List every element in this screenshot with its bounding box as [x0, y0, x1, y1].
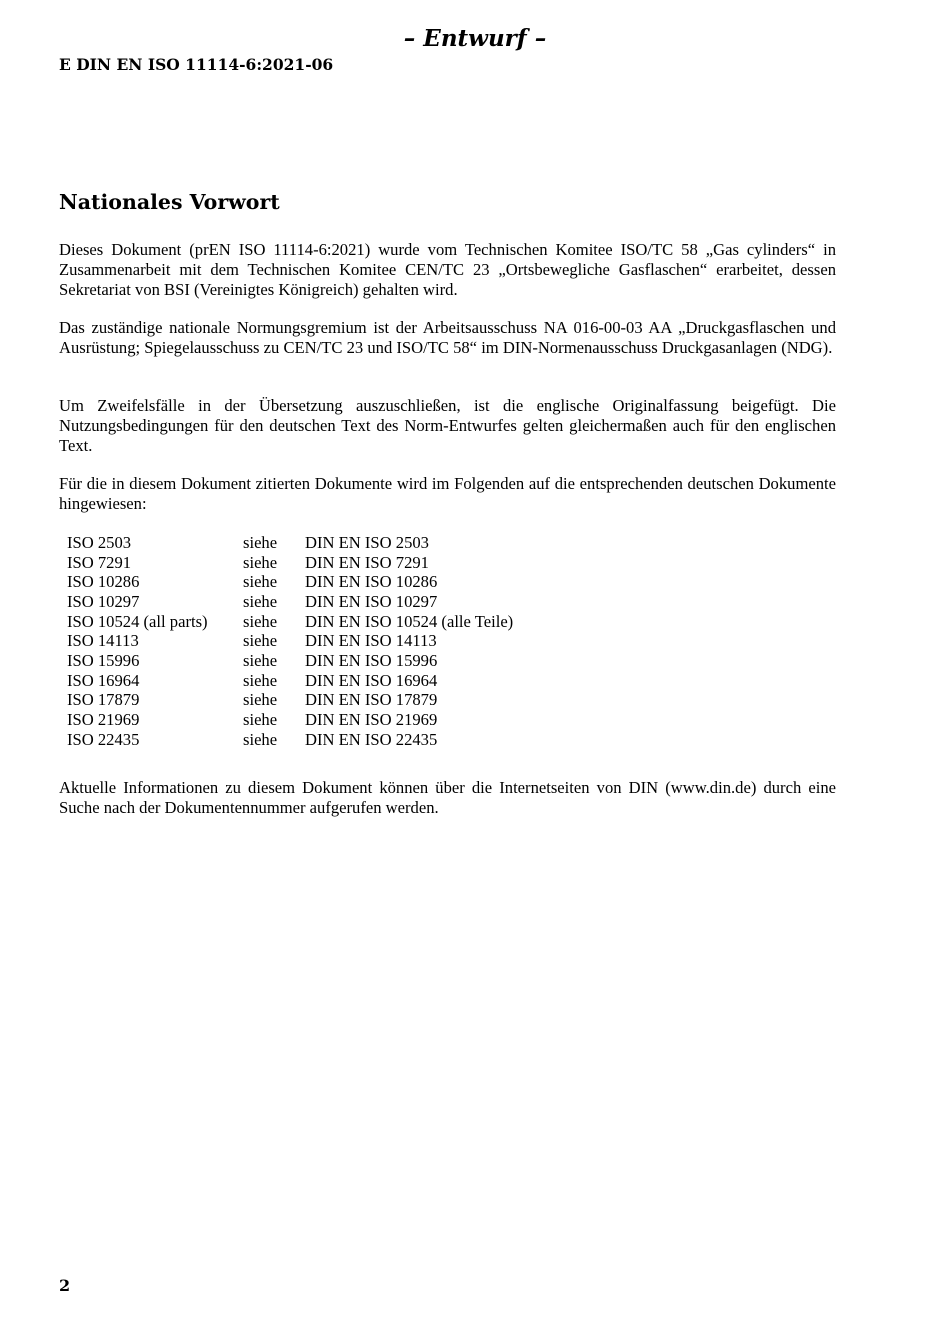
- reference-iso: ISO 15996: [67, 650, 140, 670]
- reference-list: [67, 533, 513, 749]
- reference-row: [67, 631, 513, 651]
- reference-iso: ISO 22435: [67, 729, 140, 749]
- reference-din: DIN EN ISO 17879: [305, 690, 438, 710]
- document-id: E DIN EN ISO 11114-6:2021-06: [59, 55, 334, 74]
- draft-watermark: – Entwurf –: [403, 25, 547, 52]
- reference-din: DIN EN ISO 14113: [305, 631, 437, 651]
- reference-row: [67, 690, 513, 710]
- reference-row: [67, 612, 513, 632]
- reference-din: DIN EN ISO 10524 (alle Teile): [305, 611, 514, 631]
- reference-siehe: siehe: [243, 572, 278, 592]
- reference-row: [67, 671, 513, 691]
- reference-row: [67, 533, 513, 553]
- reference-din: DIN EN ISO 16964: [305, 670, 438, 690]
- reference-row: [67, 572, 513, 592]
- reference-siehe: siehe: [243, 533, 278, 552]
- reference-iso: ISO 7291: [67, 552, 132, 572]
- reference-siehe: siehe: [243, 650, 278, 670]
- reference-iso: ISO 2503: [67, 533, 132, 552]
- paragraph-din-info: Aktuelle Informationen zu diesem Dokument können über die Internetseiten von DIN (www.din.de) durch eine Suche nach der Dokumentennummer aufgerufen werden.: [59, 778, 836, 817]
- page-number: 2: [59, 1276, 71, 1295]
- reference-siehe: siehe: [243, 552, 278, 572]
- reference-din: DIN EN ISO 21969: [305, 709, 438, 729]
- reference-iso: ISO 14113: [67, 631, 139, 651]
- reference-siehe: siehe: [243, 709, 278, 729]
- reference-row: [67, 592, 513, 612]
- reference-din: DIN EN ISO 22435: [305, 729, 438, 749]
- reference-siehe: siehe: [243, 729, 278, 749]
- reference-din: DIN EN ISO 7291: [305, 552, 429, 572]
- reference-row: [67, 651, 513, 671]
- reference-row: [67, 553, 513, 573]
- reference-iso: ISO 21969: [67, 709, 140, 729]
- reference-din: DIN EN ISO 15996: [305, 650, 438, 670]
- paragraph-references-intro: Für die in diesem Dokument zitierten Dokumente wird im Folgenden auf die entsprechenden deutschen Dokumente hingewiesen:: [59, 474, 836, 513]
- reference-row: [67, 710, 513, 730]
- reference-iso: ISO 10286: [67, 572, 140, 592]
- reference-din: DIN EN ISO 10297: [305, 591, 438, 611]
- reference-din: DIN EN ISO 2503: [305, 533, 429, 552]
- reference-siehe: siehe: [243, 690, 278, 710]
- reference-iso: ISO 10524 (all parts): [67, 611, 208, 631]
- reference-row: [67, 730, 513, 750]
- reference-iso: ISO 10297: [67, 591, 140, 611]
- paragraph-national-body: Das zuständige nationale Normungsgremium ist der Arbeitsausschuss NA 016-00-03 AA „Druckgasflaschen und Ausrüstung; Spiegelausschuss zu CEN/TC 23 und ISO/TC 58“ im DIN-Normenausschuss Druckgasanlagen (NDG).: [59, 318, 836, 357]
- reference-din: DIN EN ISO 10286: [305, 572, 438, 592]
- reference-siehe: siehe: [243, 591, 278, 611]
- reference-siehe: siehe: [243, 670, 278, 690]
- reference-siehe: siehe: [243, 631, 278, 651]
- section-title: Nationales Vorwort: [59, 190, 280, 214]
- reference-siehe: siehe: [243, 611, 278, 631]
- paragraph-committee: Dieses Dokument (prEN ISO 11114-6:2021) wurde vom Technischen Komitee ISO/TC 58 „Gas cylinders“ in Zusammenarbeit mit dem Technischen Komitee CEN/TC 23 „Ortsbewegliche Gasflaschen“ erarbeitet, dessen Sekretariat von BSI (Vereinigtes Königreich) gehalten wird.: [59, 240, 836, 299]
- reference-iso: ISO 16964: [67, 670, 140, 690]
- paragraph-translation: Um Zweifelsfälle in der Übersetzung auszuschließen, ist die englische Originalfassung beigefügt. Die Nutzungsbedingungen für den deutschen Text des Norm-Entwurfes gelten gleichermaßen auch für den englischen Text.: [59, 396, 836, 455]
- reference-iso: ISO 17879: [67, 690, 140, 710]
